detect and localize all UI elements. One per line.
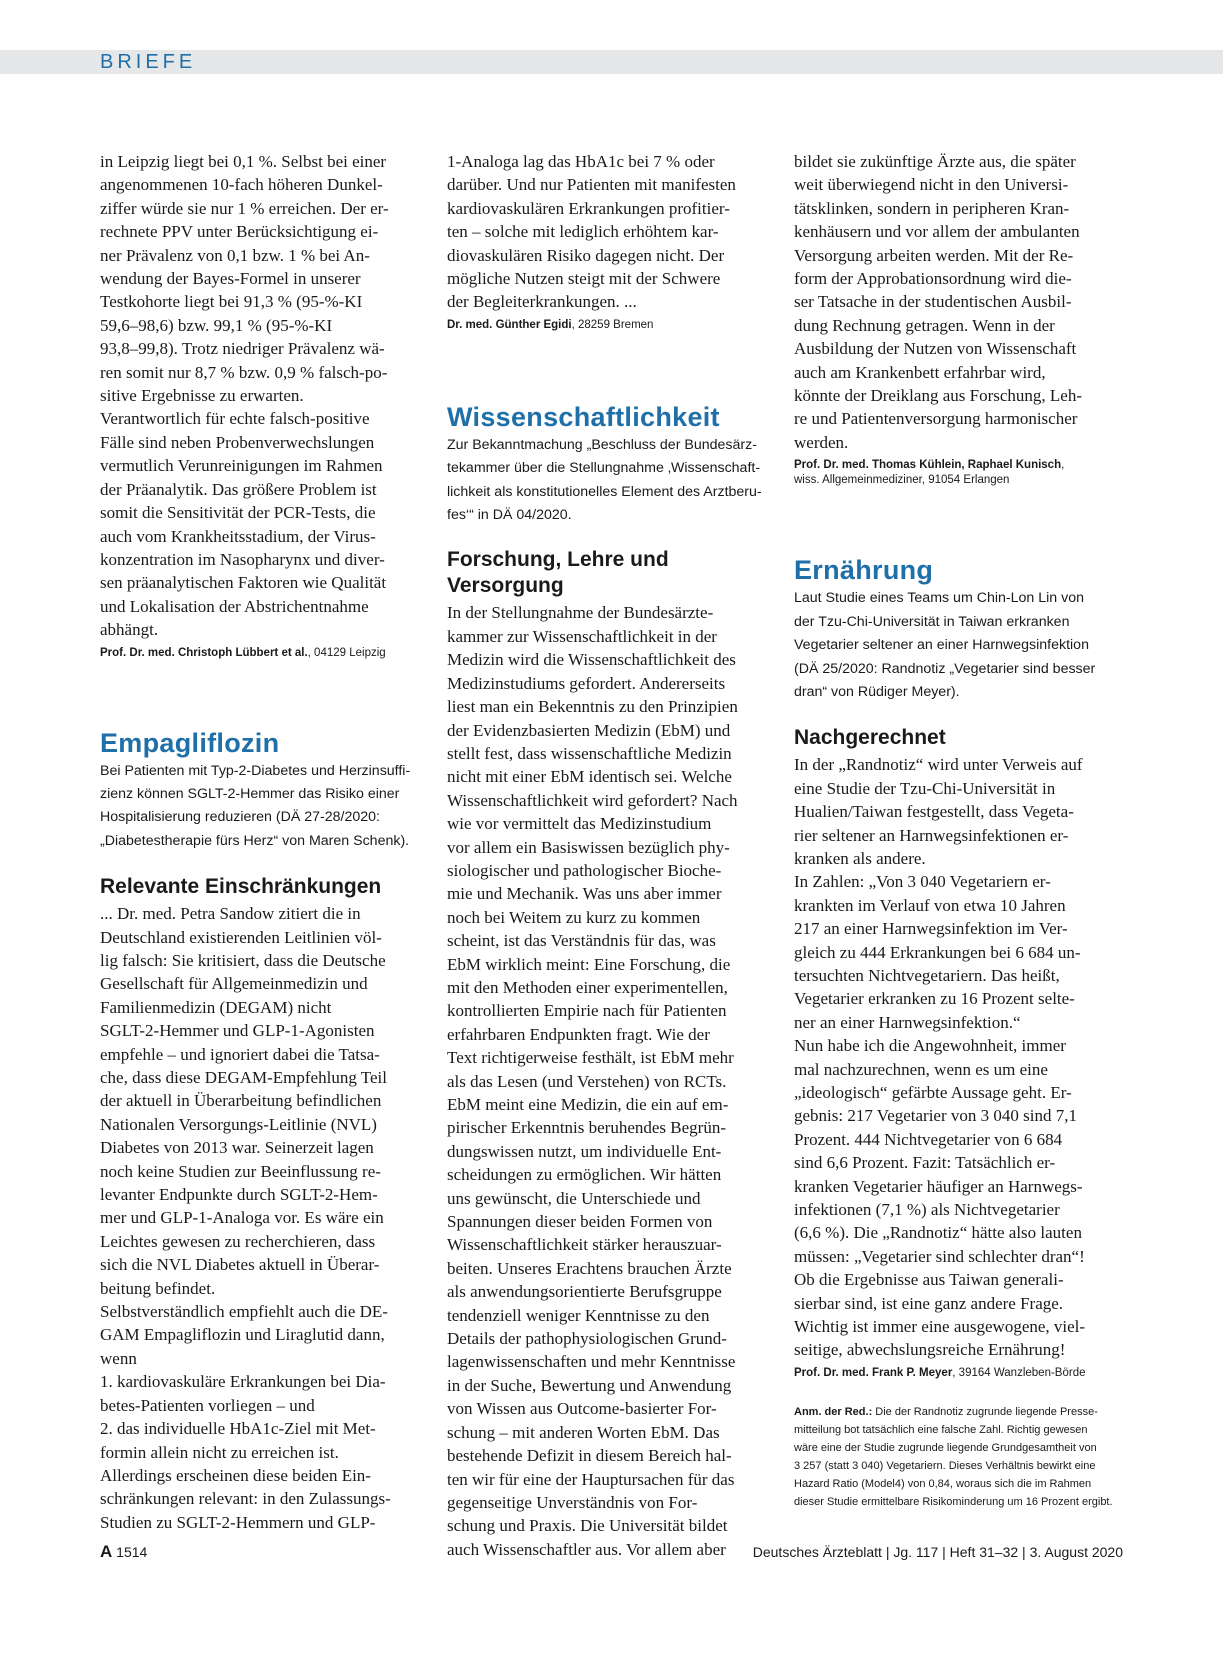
author-location: , wiss. Allgemeinmediziner, 91054 Erlangen — [794, 459, 1065, 487]
author-name: Prof. Dr. med. Christoph Lübbert et al. — [100, 646, 308, 659]
letter-text: In der Stellungnahme der Bundesärzte- kammer zur Wissenschaftlichkeit in der Medizin wird die Wissenschaftlichkeit des Medizinstudiums gefordert. Andererseits liest man ein Bekenntnis zu den Prinzipien der Evidenzbasierten Medizin (EbM) und stellt fest, dass wissenschaftliche Medizin nicht mit einer EbM identisch sei. Welche Wissenschaftlichkeit wird gefordert? Nach wie vor vermittelt das Medizinstudium vor allem ein Basiswissen bezüglich phy- siologischer und pathologischer Bioche- mie und Mechanik. Was uns aber immer noch bei Weitem zu kurz zu kommen scheint, ist das Verständnis für das, was EbM wirklich meint: Eine Forschung, die mit den Methoden einer experimentellen, kontrollierten Empirie nach für Patienten erfahrbaren Endpunkten fragt. Wie der Text richtigerweise festhält, ist EbM mehr als das Lesen (und Verstehen) von RCTs. EbM meint eine Medizin, die ein auf em- pirischer Erkenntnis beruhendes Begrün- dungswissen nutzt, um individuelle Ent- scheidungen zu ermöglichen. Wir hätten uns gewünscht, die Unterschiede und Spannungen dieser beiden Formen von Wissenschaftlichkeit stärker herauszuar- beiten. Unseres Erachtens brauchen Ärzte als anwendungsorientierte Berufsgruppe tendenziell weniger Kenntnisse zu den Details der pathophysiologischen Grund- lagenwissenschaften und mehr Kenntnisse in der Suche, Bewertung und Anwendung von Wissen aus Outcome-basierter For- schung – mit anderen Worten EbM. Das bestehende Defizit in diesem Bereich hal- ten wir für eine der Hauptursachen für das gegenseitige Unverständnis von For- schung und Praxis. Die Universität bildet auch Wissenschaftler aus. Vor allem aber — [447, 603, 738, 1559]
page-number-value: 1514 — [112, 1544, 148, 1560]
separator: | — [885, 1544, 890, 1560]
page-number — [100, 1542, 147, 1562]
page-prefix: A — [100, 1542, 113, 1561]
journal-info — [753, 1542, 1123, 1562]
author-location: , 04129 Leipzig — [307, 646, 386, 659]
editor-note — [794, 1403, 1124, 1511]
topic-intro: Laut Studie eines Teams um Chin-Lon Lin von der Tzu-Chi-Universität in Taiwan erkranken Vegetarier seltener an einer Harnwegsinfektion (DÄ 25/2020: Randnotiz „Vegetarier sind besser dran“ von Rüdiger Meyer). — [794, 590, 1096, 700]
journal-issue: Heft 31–32 — [949, 1544, 1019, 1560]
letter-signature — [794, 458, 1124, 488]
journal-volume: Jg. 117 — [893, 1544, 939, 1560]
journal-name: Deutsches Ärzteblatt — [752, 1544, 882, 1560]
author-location: , 28259 Bremen — [571, 318, 654, 331]
letter-text: ... Dr. med. Petra Sandow zitiert die in Deutschland existierenden Leitlinien völ- lig falsch: Sie kritisiert, dass die Deutsche Gesellschaft für Allgemeinmedizin und Familienmedizin (DEGAM) nicht SGLT-2-Hemmer und GLP-1-Agonisten empfehle – und ignoriert dabei die Tatsa- che, dass diese DEGAM-Empfehlung Teil der aktuell in Überarbeitung befindlichen Nationalen Versorgungs-Leitlinie (NVL) Diabetes von 2013 war. Seinerzeit lagen noch keine Studien zur Beeinflussung re- levanter Endpunkte durch SGLT-2-Hem- mer und GLP-1-Analoga vor. Es wäre ein Leichtes gewesen zu recherchieren, dass sich die NVL Diabetes aktuell in Überar- beitung befindet. Selbstverständlich empfiehlt auch die DE- GAM Empagliflozin und Liraglutid dann, wenn 1. kardiovaskuläre Erkrankungen bei Dia- betes-Patienten vorliegen – und 2. das individuelle HbA1c-Ziel mit Met- formin allein nicht zu erreichen ist. Allerdings erscheinen diese beiden Ein- schränkungen relevant: in den Zulassungs- Studien zu SGLT-2-Hemmern und GLP- — [100, 904, 391, 1532]
letter-heading: Forschung, Lehre und Versorgung — [447, 548, 669, 598]
letter-signature — [100, 646, 430, 661]
separator: | — [942, 1544, 946, 1560]
author-name: Prof. Dr. med. Frank P. Meyer — [794, 1366, 953, 1379]
letter-signature — [794, 1366, 1124, 1381]
letter-text: 1-Analoga lag das HbA1c bei 7 % oder darüber. Und nur Patienten mit manifesten kardiovaskulären Erkrankungen profitier- ten – solche mit lediglich erhöhtem kar- diovaskulären Risiko dagegen nicht. Der mögliche Nutzen steigt mit der Schwere der Begleiterkrankungen. ... — [447, 152, 736, 312]
topic-heading: Empagliflozin — [100, 727, 280, 758]
journal-date: 3. August 2020 — [1029, 1544, 1123, 1560]
column-2 — [447, 150, 777, 1561]
author-name: Dr. med. Günther Egidi — [447, 318, 572, 331]
topic-heading: Ernährung — [794, 555, 934, 586]
editor-note-label: Anm. der Red.: — [794, 1405, 873, 1418]
separator: | — [1022, 1544, 1026, 1560]
topic-intro: Zur Bekanntmachung „Beschluss der Bundesärz- tekammer über die Stellungnahme ‚Wissenschaft- lichkeit als konstitutionelles Element des Arztberu- fes‘“ in DÄ 04/2020. — [447, 436, 762, 524]
section-label: BRIEFE — [100, 51, 197, 73]
author-name: Prof. Dr. med. Thomas Kühlein, Raphael Kunisch — [794, 459, 1062, 472]
letter-heading: Relevante Einschränkungen — [100, 875, 382, 899]
letter-text: bildet sie zukünftige Ärzte aus, die später weit überwiegend nicht in den Universi- tätsklinken, sondern in peripheren Kran- kenhäusern und vor allem der ambulanten Versorgung arbeiten werden. Mit der Re- form der Approbationsordnung wird die- ser Tatsache in der studentischen Ausbil- dung Rechnung getragen. Wenn in der Ausbildung der Nutzen von Wissenschaft auch am Krankenbett erfahrbar wird, könnte der Dreiklang aus Forschung, Leh- re und Patientenversorgung harmonischer werden. — [794, 152, 1082, 452]
column-1 — [100, 150, 430, 1534]
letter-text: In der „Randnotiz“ wird unter Verweis auf eine Studie der Tzu-Chi-Universität in Hualien/Taiwan festgestellt, dass Vegeta- rier seltener an Harnwegsinfektionen er- kranken als andere. In Zahlen: „Von 3 040 Vegetariern er- krankten im Verlauf von etwa 10 Jahren 217 an einer Harnwegsinfektion im Ver- gleich zu 444 Erkrankungen bei 6 684 un- tersuchten Nichtvegetariern. Das heißt, Vegetarier erkranken zu 16 Prozent selte- ner an einer Harnwegsinfektion.“ Nun habe ich die Angewohnheit, immer mal nachzurechnen, wenn es um eine „ideologisch“ gefärbte Aussage geht. Er- gebnis: 217 Vegetarier von 3 040 sind 7,1 Prozent. 444 Nichtvegetarier von 6 684 sind 6,6 Prozent. Fazit: Tatsächlich er- kranken Vegetarier häufiger an Harnwegs- infektionen (7,1 %) als Nichtvegetarier (6,6 %). Die „Randnotiz“ hätte also lauten müssen: „Vegetarier sind schlechter dran“! Ob die Ergebnisse aus Taiwan generali- sierbar sind, ist eine ganz andere Frage. Wichtig ist immer eine ausgewogene, viel- seitige, abwechslungsreiche Ernährung! — [794, 755, 1086, 1360]
editor-note-text: Die der Randnotiz zugrunde liegende Presse- mitteilung bot tatsächlich eine falsche Zahl. Richtig gewesen wäre eine der Studie zugrunde liegende Grundgesamtheit von 3 257 (statt 3 040) Vegetariern. Dieses Verhältnis bewirkt eine Hazard Ratio (Model4) von 0,84, woraus sich die im Rahmen dieser Studie ermittelbare Risikominderung um 16 Prozent ergibt. — [794, 1405, 1113, 1508]
letter-signature — [447, 318, 777, 333]
column-3 — [794, 150, 1124, 1511]
letter-text: in Leipzig liegt bei 0,1 %. Selbst bei einer angenommenen 10-fach höheren Dunkel- ziffer würde sie nur 1 % erreichen. Der er- rechnete PPV unter Berücksichtigung ei- ner Prävalenz von 0,1 bzw. 1 % bei An- wendung der Bayes-Formel in unserer Testkohorte liegt bei 91,3 % (95-%-KI 59,6–98,6) bzw. 99,1 % (95-%-KI 93,8–99,8). Trotz niedriger Prävalenz wä- ren somit nur 8,7 % bzw. 0,9 % falsch-po- sitive Ergebnisse zu erwarten. Verantwortlich für echte falsch-positive Fälle sind neben Probenverwechslungen vermutlich Verunreinigungen im Rahmen der Präanalytik. Das größere Problem ist somit die Sensitivität der PCR-Tests, die auch vom Krankheitsstadium, der Virus- konzentration im Nasopharynx und diver- sen präanalytischen Faktoren wie Qualität und Lokalisation der Abstrichentnahme abhängt. — [100, 152, 389, 640]
letter-heading: Nachgerechnet — [794, 726, 946, 750]
topic-intro: Bei Patienten mit Typ-2-Diabetes und Herzinsuffi- zienz können SGLT-2-Hemmer das Risiko einer Hospitalisierung reduzieren (DÄ 27-28/2020: „Diabetestherapie fürs Herz“ von Maren Schenk). — [100, 762, 411, 849]
author-location: , 39164 Wanzleben-Börde — [952, 1366, 1086, 1379]
topic-heading: Wissenschaftlichkeit — [447, 401, 720, 432]
